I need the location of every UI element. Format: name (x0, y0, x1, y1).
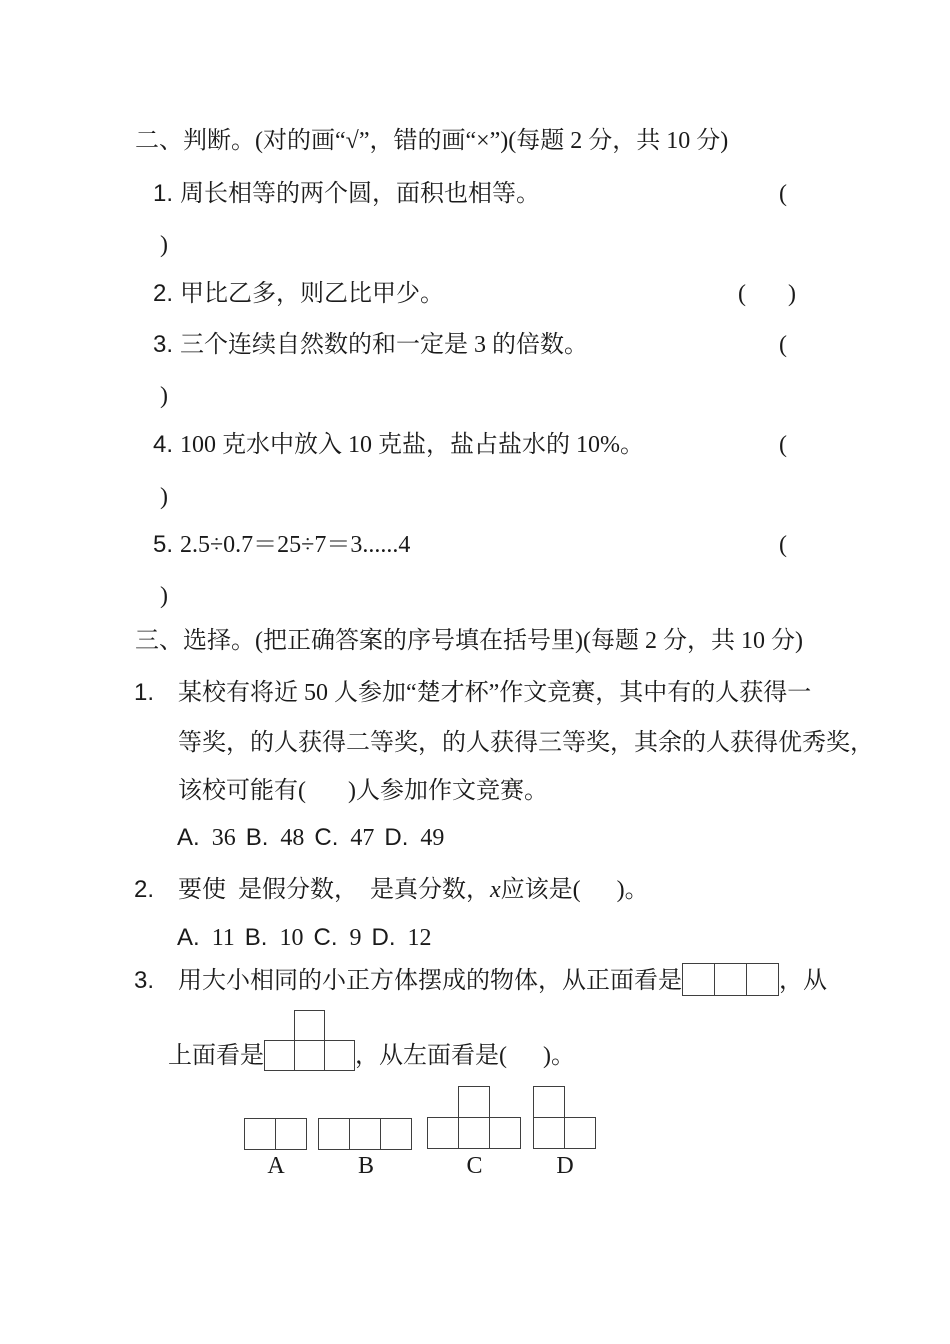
answer-diagram-b (318, 1118, 412, 1150)
answer-label-b: B (357, 1153, 374, 1179)
judge-item-4-answer-paren-close: ) (160, 484, 168, 510)
judge-item-3-text: 三个连续自然数的和一定是 3 的倍数。 (180, 332, 588, 358)
judge-item-1-number: 1. (153, 180, 174, 207)
judge-item-5-text: 2.5÷0.7＝25÷7＝3......4 (180, 532, 411, 558)
choice-q2-text-pre: 要使 是假分数， 是真分数， (178, 877, 490, 903)
judge-item-3 (153, 331, 588, 360)
choice-q1-option-b: B. 48 (245, 824, 305, 851)
choice-q1-option-c: C. 47 (314, 824, 375, 851)
judge-item-4-text: 100 克水中放入 10 克盐，盐占盐水的 10%。 (180, 432, 644, 458)
choice-q1-line1 (134, 679, 811, 708)
judge-item-2 (153, 280, 444, 309)
choice-q3-line1-text-post: ，从 (779, 968, 827, 995)
section-choice-heading: 三、选择。(把正确答案的序号填在括号里)(每题 2 分，共 10 分) (135, 628, 803, 654)
judge-item-1 (153, 180, 540, 209)
choice-q2-option-b: B. 10 (244, 924, 304, 951)
judge-item-5 (153, 531, 410, 560)
section-judge-heading: 二、判断。(对的画“√”，错的画“×”)(每题 2 分，共 10 分) (135, 128, 729, 154)
judge-item-3-answer-paren-close: ) (160, 383, 168, 409)
judge-item-1-answer-paren-close: ) (160, 232, 168, 258)
choice-q3-number: 3. (134, 967, 155, 995)
choice-q2-option-c: C. 9 (313, 924, 362, 951)
choice-q1-options (177, 824, 444, 853)
judge-item-4-answer-paren-open: ( (779, 432, 787, 458)
choice-q2-options (177, 924, 431, 953)
judge-item-3-answer-paren-open: ( (779, 332, 787, 358)
judge-item-5-answer-paren-open: ( (779, 532, 787, 558)
answer-label-c: C (466, 1153, 483, 1179)
choice-q2-option-d: D. 12 (371, 924, 432, 951)
choice-q1-line3: 该校可能有( )人参加作文竞赛。 (178, 778, 548, 804)
choice-q2-variable-x: x (490, 877, 501, 903)
judge-item-4 (153, 431, 644, 460)
answer-label-d: D (556, 1153, 574, 1179)
choice-q1-line2: 等奖，的人获得二等奖，的人获得三等奖，其余的人获得优秀奖， (178, 730, 874, 756)
answer-diagram-d (533, 1086, 596, 1149)
judge-item-4-number: 4. (153, 431, 174, 458)
answer-label-a: A (267, 1153, 285, 1179)
judge-item-5-answer-paren-close: ) (160, 583, 168, 609)
choice-q3-line1-text-pre: 用大小相同的小正方体摆成的物体，从正面看是 (178, 968, 682, 995)
choice-q3-line1 (134, 963, 827, 996)
judge-item-5-number: 5. (153, 531, 174, 558)
choice-q2-option-a: A. 11 (177, 924, 235, 951)
choice-q2-line (134, 876, 649, 905)
choice-q1-option-d: D. 49 (384, 824, 445, 851)
judge-item-1-answer-paren-open: ( (779, 181, 787, 207)
judge-item-2-number: 2. (153, 280, 174, 307)
answer-diagram-c (427, 1086, 521, 1149)
judge-item-2-text: 甲比乙多，则乙比甲少。 (180, 281, 444, 307)
choice-q1-number: 1. (134, 679, 155, 706)
choice-q2-text-post: 应该是( )。 (500, 877, 649, 903)
choice-q1-line1-text: 某校有将近 50 人参加“楚才杯”作文竞赛，其中有的人获得一 (178, 680, 812, 706)
choice-q2-number: 2. (134, 876, 155, 903)
choice-q3-line2-text-pre: 上面看是 (168, 1043, 264, 1070)
judge-item-3-number: 3. (153, 331, 174, 358)
top-view-diagram (264, 1010, 355, 1071)
choice-q3-line2-text-post: ，从左面看是( )。 (355, 1043, 575, 1070)
choice-q1-option-a: A. 36 (177, 824, 236, 851)
answer-diagram-a (244, 1118, 307, 1150)
front-view-diagram (682, 963, 779, 996)
judge-item-2-answer-paren: ( ) (738, 281, 796, 307)
choice-q3-line2 (168, 1010, 575, 1071)
judge-item-1-text: 周长相等的两个圆，面积也相等。 (180, 181, 540, 207)
